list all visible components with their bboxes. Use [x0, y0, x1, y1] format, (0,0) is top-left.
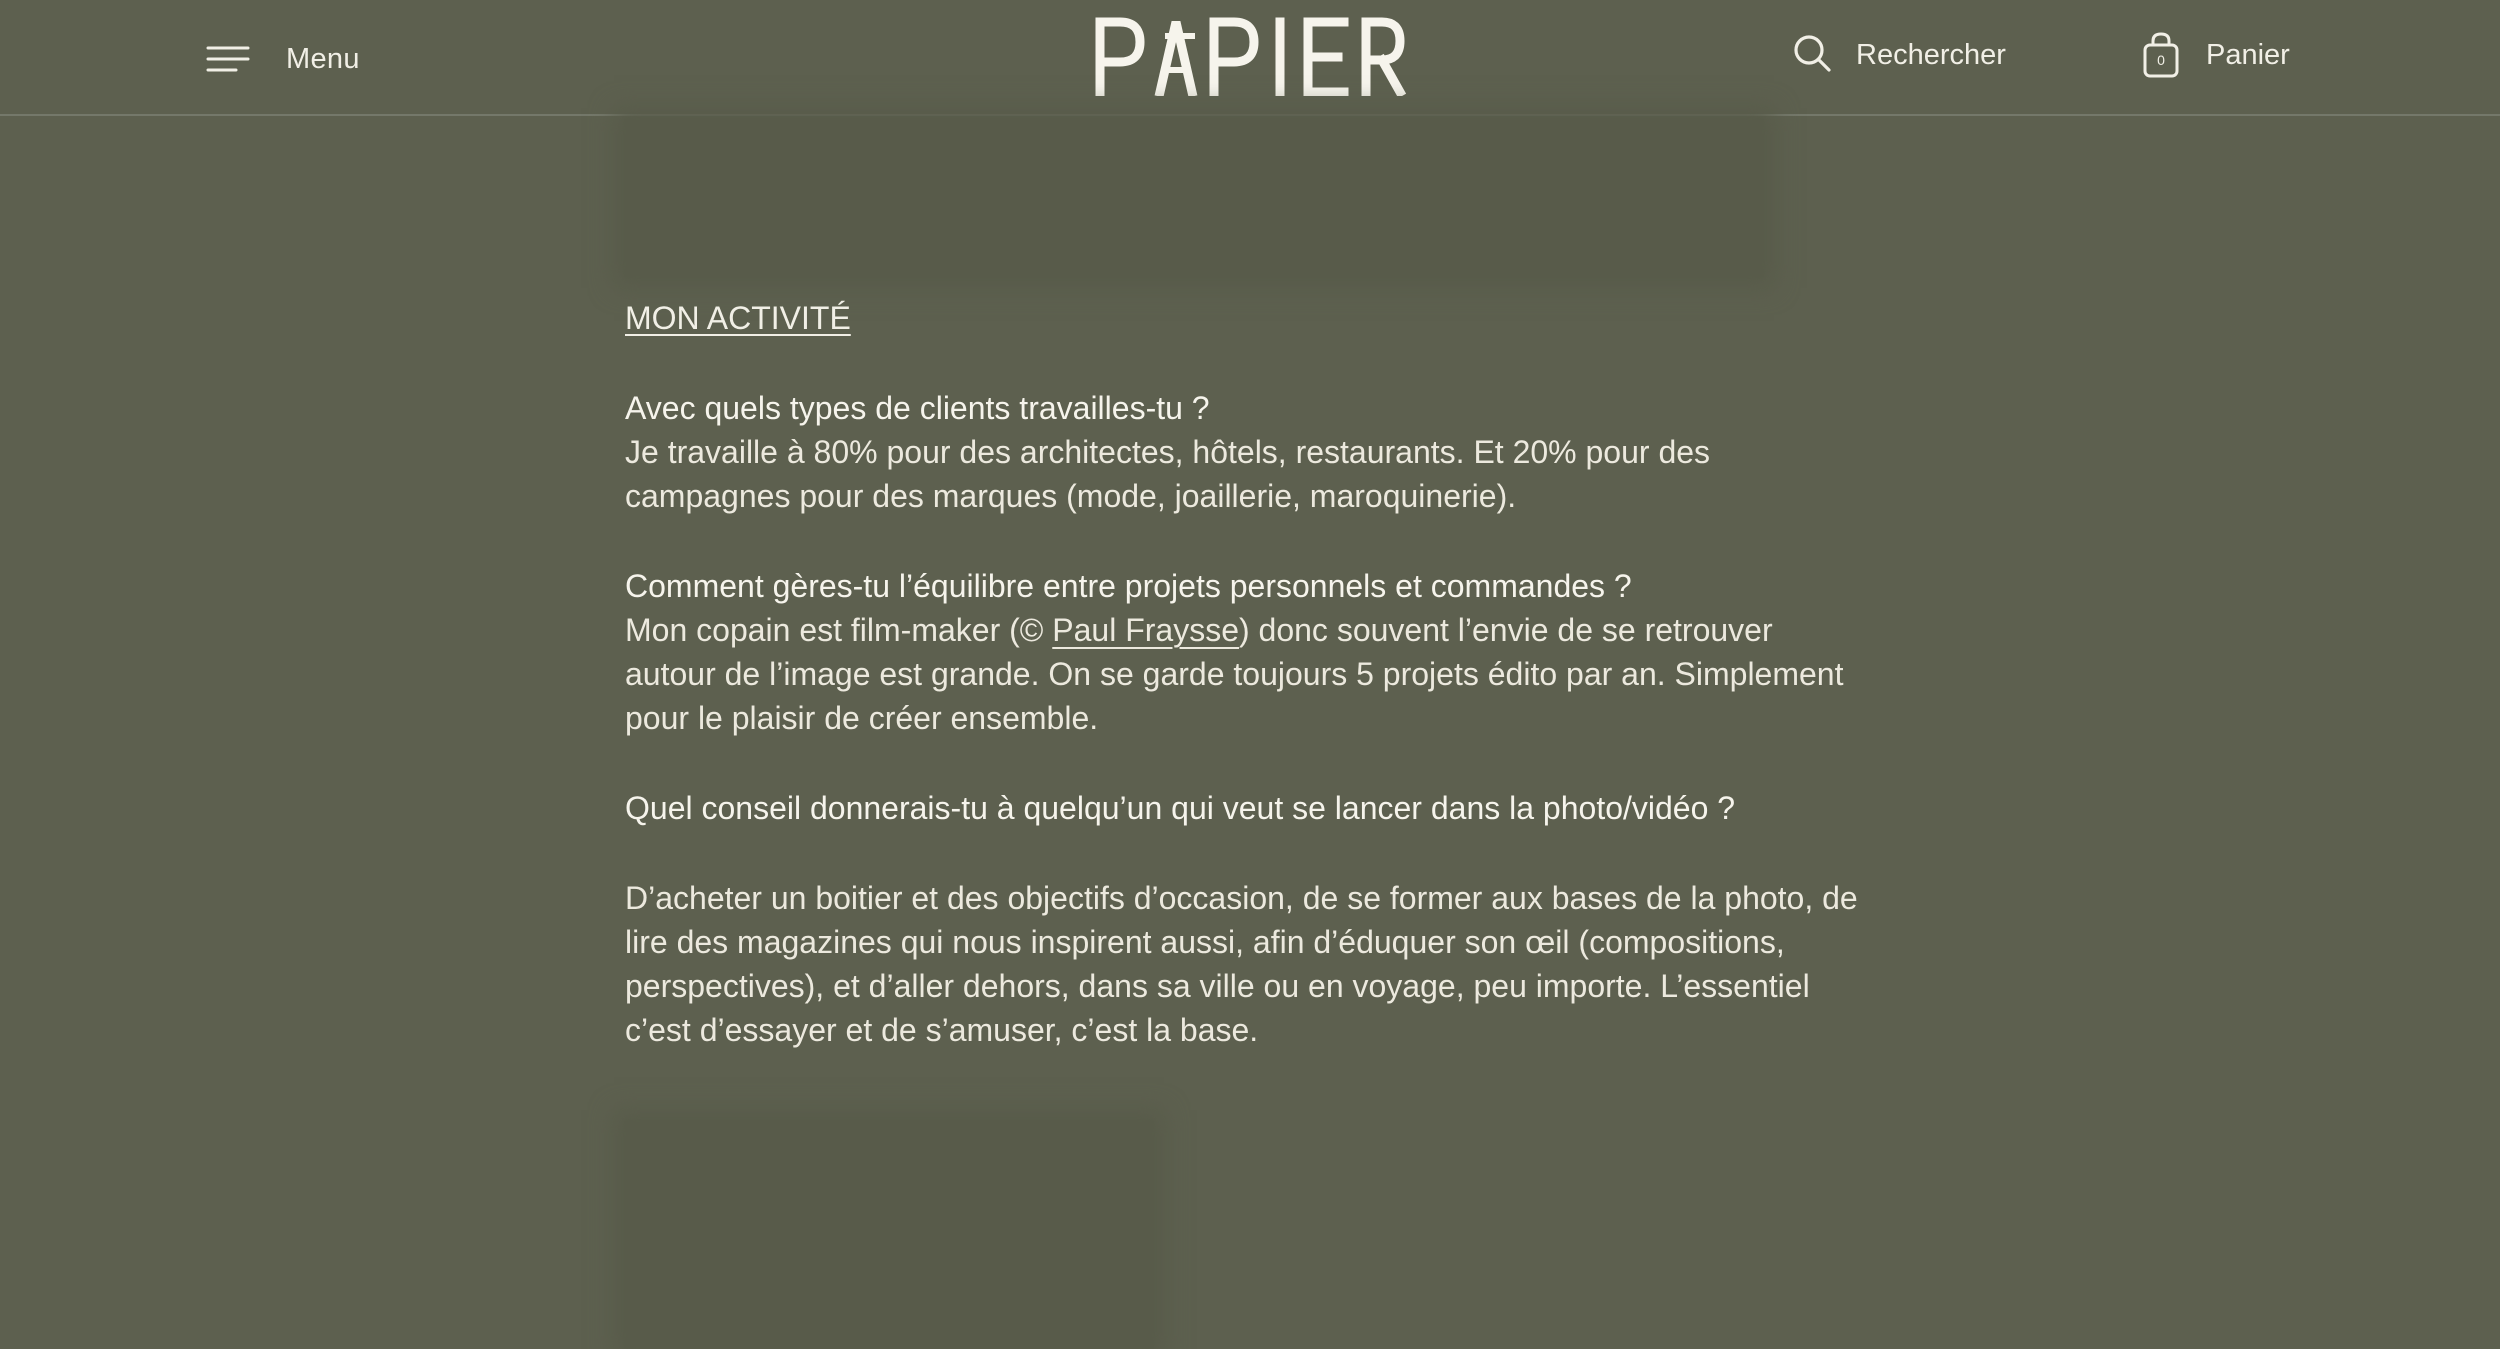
- search-label: Rechercher: [1856, 38, 2006, 71]
- search-button[interactable]: [1792, 30, 2006, 80]
- answer-balance-start: Mon copain est film-maker (©: [625, 612, 1044, 648]
- hamburger-icon: [206, 44, 250, 74]
- article-body: [625, 296, 1875, 1052]
- cart-label: Panier: [2206, 38, 2290, 71]
- section-title: MON ACTIVITÉ: [625, 300, 851, 336]
- shopping-bag-icon: [2142, 31, 2180, 79]
- article-image-bottom: [624, 1120, 1154, 1349]
- answer-clients: Je travaille à 80% pour des architectes, hôtels, restaurants. Et 20% pour des campagnes pour des marques (mode, joaillerie, maroquinerie).: [625, 434, 1711, 514]
- site-logo[interactable]: [1094, 14, 1406, 96]
- paul-fraysse-link[interactable]: Paul Fraysse: [1052, 612, 1239, 648]
- menu-label: Menu: [286, 42, 360, 75]
- answer-balance-end: ) donc souvent l’envie de se retrouver autour de l’image est grande. On se garde toujours 5 projets édito par an. Simplement pour le plaisir de créer ensemble.: [625, 612, 1844, 736]
- cart-button[interactable]: [2142, 28, 2290, 82]
- question-clients: Avec quels types de clients travailles-tu ?: [625, 390, 1210, 426]
- question-balance: Comment gères-tu l’équilibre entre projets personnels et commandes ?: [625, 568, 1632, 604]
- site-header: [0, 0, 2500, 116]
- cart-count: 0: [2157, 52, 2165, 68]
- article-image-top: [624, 118, 1764, 278]
- menu-button[interactable]: [206, 34, 360, 84]
- answer-balance: [625, 608, 1845, 740]
- search-icon: [1792, 33, 1832, 78]
- question-advice: Quel conseil donnerais-tu à quelqu’un qui veut se lancer dans la photo/vidéo ?: [625, 790, 1736, 826]
- answer-advice: D’acheter un boitier et des objectifs d’occasion, de se former aux bases de la photo, de lire des magazines qui nous inspirent aussi, afin d’éduquer son œil (compositions, perspectives), et d’aller dehors, dans sa ville ou en voyage, peu importe. L’essentiel c’est d’essayer et de s’amuser, c’est la base.: [625, 880, 1858, 1048]
